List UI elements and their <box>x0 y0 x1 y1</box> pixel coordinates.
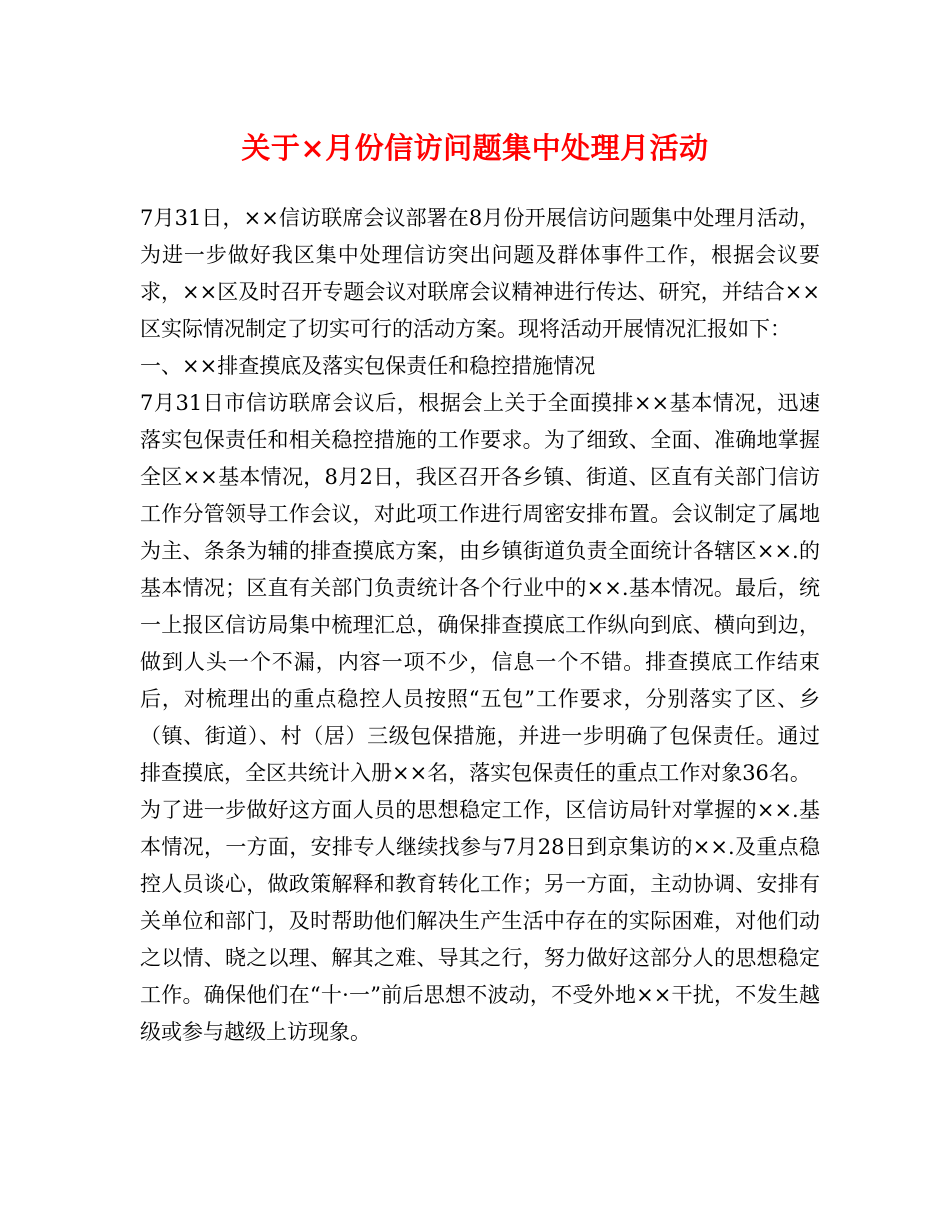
paragraph-investigation: 7月31日市信访联席会议后，根据会上关于全面摸排××基本情况，迅速落实包保责任和相关稳控措施的工作要求。为了细致、全面、准确地掌握全区××基本情况，8月2日，我区召开各乡镇、街道、区直有关部门信访工作分管领导工作会议，对此项工作进行周密安排布置。会议制定了属地为主、条条为辅的排查摸底方案，由乡镇街道负责全面统计各辖区××.的基本情况；区直有关部门负责统计各个行业中的××.基本情况。最后，统一上报区信访局集中梳理汇总，确保排查摸底工作纵向到底、横向到边，做到人头一个不漏，内容一项不少，信息一个不错。排查摸底工作结束后，对梳理出的重点稳控人员按照“五包”工作要求，分别落实了区、乡（镇、街道）、村（居）三级包保措施，并进一步明确了包保责任。通过排查摸底，全区共统计入册××名，落实包保责任的重点工作对象36名。 <box>140 391 820 785</box>
document-body <box>140 200 820 1051</box>
document-title: 关于×月份信访问题集中处理月活动 <box>241 131 709 165</box>
paragraph-stability: 为了进一步做好这方面人员的思想稳定工作，区信访局针对掌握的××.基本情况，一方面，安排专人继续找参与7月28日到京集访的××.及重点稳控人员谈心，做政策解释和教育转化工作；另一方面，主动协调、安排有关单位和部门，及时帮助他们解决生产生活中存在的实际困难，对他们动之以情、晓之以理、解其之难、导其之行，努力做好这部分人的思想稳定工作。确保他们在“十·一”前后思想不波动，不受外地××干扰，不发生越级或参与越级上访现象。 <box>140 798 820 1044</box>
paragraph-intro: 7月31日，××信访联席会议部署在8月份开展信访问题集中处理月活动，为进一步做好我区集中处理信访突出问题及群体事件工作，根据会议要求，××区及时召开专题会议对联席会议精神进行传达、研究，并结合××区实际情况制定了切实可行的活动方案。现将活动开展情况汇报如下： <box>140 206 820 341</box>
section-heading: 一、××排查摸底及落实包保责任和稳控措施情况 <box>140 354 596 378</box>
